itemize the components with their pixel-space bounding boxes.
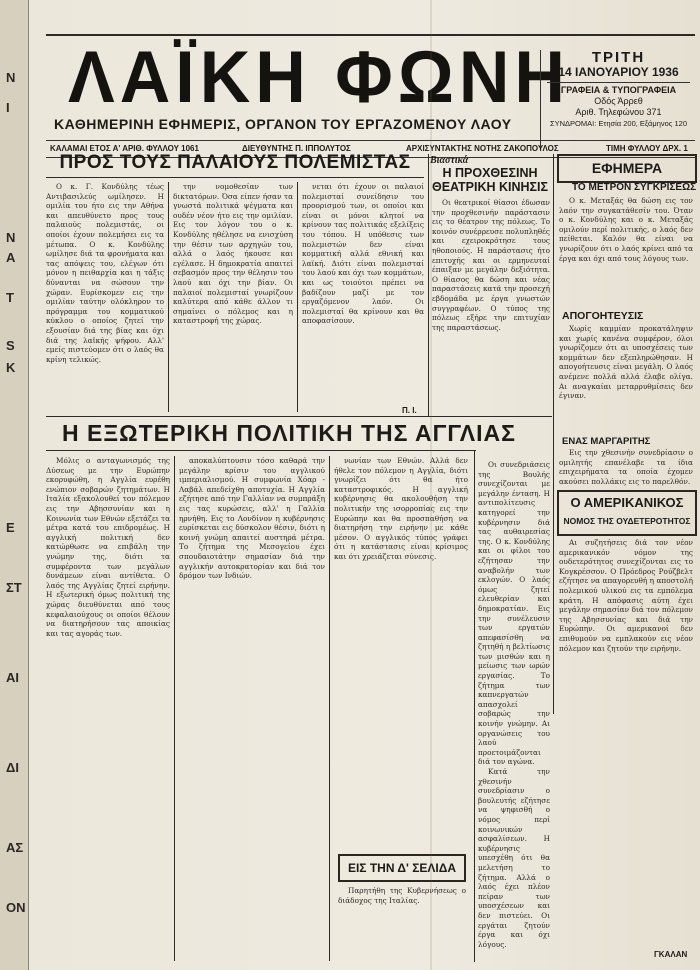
ephemera-box: ΕΦΗΜΕΡΑ — [557, 154, 697, 183]
theatre-heading — [430, 155, 550, 194]
editor-in-chief: ΑΡΧΙΣΥΝΤΑΚΤΗΣ ΝΟΤΗΣ ΖΑΚΟΠΟΥΛΟΣ — [406, 144, 559, 153]
margaritis-headline: ΕΝΑΣ ΜΑΡΓΑΡΙΤΗΣ — [562, 436, 651, 447]
strip-letter: ΟΝ — [6, 900, 26, 915]
article-veterans-col1: Ο κ. Γ. Κονδύλης τέως Αντιβασιλεύς ωμίλησεν. Η ομιλία του ήτο εις την Αθήνα και απευθύνετο προς τους παλαιούς πολεμιστάς, οι οποίοι έχουν πολεμήσει εις τα μέτωπα. Ο κ. Κονδύλης ωμίλησε διά τα φρονήματα και τας απόψεις του, ελέγων ότι μόνον η πειθαρχία και η τάξις δύνανται να σώσουν την χώραν. Ευρίσκομεν εις την ομιλίαν ταύτην ολόκληρον το πρόγραμμα του κομματικού κύκλου ο οποίος ζητεί την εξουσίαν διά της βίας και όχι διά της λαϊκής ψήφου. Αλλ' εμείς πιστεύομεν ότι ο λαός θα κρίνη τελικώς. — [46, 182, 164, 364]
office-title: ΓΡΑΦΕΙΑ & ΤΥΠΟΓΡΑΦΕΙΑ — [560, 85, 677, 95]
continued-on-page-4: ΕΙΣ ΤΗΝ Δ' ΣΕΛΙΔΑ — [338, 854, 466, 882]
theatre-text: Οι θεατρικοί θίασοι έδωσαν την προχθεσινήν παράστασιν εις το θέατρον της πόλεως. Το κοινόν συνέρρευσε πολυπληθές και εχειροκρότησε τους ηθοποιούς. Η παράστασις ήτο επιτυχής και οι ερμηνευταί έπαιξαν με μεγάλην δεξιότητα. Ο θίασος θα δώση και νέας παραστάσεις κατά την προσεχή εβδομάδα με έργα γνωστών συγγραφέων. Ο τύπος της πόλεως εξήρε την επιτυχίαν της παραστάσεως. — [432, 198, 550, 332]
strip-letter: N — [6, 70, 16, 85]
continued-text: Παρητήθη της Κυβερνήσεως ο διάδοχος της Ιταλίας. — [338, 886, 466, 905]
strip-letter: N — [6, 230, 16, 245]
article-headline-foreign-policy: Η ΕΞΩΤΕΡΙΚΗ ΠΟΛΙΤΙΚΗ ΤΗΣ ΑΓΓΛΙΑΣ — [62, 420, 516, 446]
issue-day: ΤΡΙΤΗ — [591, 49, 646, 66]
subscription-rates: ΣΥΝΔΡΟΜΑΙ: Ετησία 200, Εξάμηνος 120 — [549, 119, 688, 128]
adjacent-page-strip — [0, 0, 29, 970]
american-box-subtitle: ΝΟΜΟΣ ΤΗΣ ΟΥΔΕΤΕΡΟΤΗΤΟΣ — [563, 516, 691, 526]
disappointment-text: Χωρίς καμμίαν προκατάληψιν και χωρίς κανένα συμφέρον, όλοι γνωρίζομεν ότι αι υποσχέσεις των κομμάτων δεν εξεπληρώθησαν. Η απογοήτευσις είναι μεγάλη. Ο λαός ανέμενε πολλά αλλά έλαβε ολίγα. Αι αναγκαίαι μεταρρυθμίσεις δεν έγιναν. — [559, 324, 693, 401]
ephemera-text: Ο κ. Μεταξάς θα δώση εις τον λαόν την συγκατάθεσίν του. Όταν ο κ. Κονδύλης και ο κ. Μεταξάς ομιλούν περί πολιτικής, ο λαός δεν πείθεται. Καλόν θα είναι να γνωρίζουν ότι ο λαός κρίνει από τα έργα και όχι από τους λόγους των. — [559, 196, 693, 263]
strip-letter: ΑΣ — [6, 840, 24, 855]
strip-letter: ΑΙ — [6, 670, 19, 685]
theatre-headline: Η ΠΡΟΧΘΕΣΙΝΗ ΘΕΑΤΡΙΚΗ ΚΙΝΗΣΙΣ — [431, 166, 549, 194]
middle-right-text: Οι συνεδριάσεις της Βουλής συνεχίζονται με μεγάλην ένταση. Η αντιπολίτευσις κατηγορεί την κυβέρνησιν διά τας αυθαιρεσίας της. Ο κ. Κονδύλης και οι φίλοι του εζήτησαν την αναβολήν των εκλογών. Ο λαός όμως ζητεί ελευθερίαν και δημοκρατίαν. Εις την συνέλευσιν των εργατών απεφασίσθη να ζητηθή η βελτίωσις των μισθών και η μείωσις των ωρών εργασίας. Το ζήτημα των καπνεργατών απασχολεί σοβαρώς την κοινήν γνώμην. Αι οργανώσεις του λαού προετοιμάζονται διά τον αγώνα. Κατά την χθεσινήν συνεδρίασιν ο βουλευτής εζήτησε να ψηφισθή ο νόμος περί κοινωνικών ασφαλίσεων. Η κυβέρνησις υπεσχέθη ότι θα μελετήση το ζήτημα. Αλλά ο λαός έχει πλέον πείραν των υποσχέσεων και δεν πιστεύει. Οι εργάται ζητούν έργα και όχι λόγους. — [478, 460, 550, 949]
strip-letter: T — [6, 290, 14, 305]
american-text: Αι συζητήσεις διά τον νέον αμερικανικόν νόμον της ουδετερότητος συνεχίζονται εις το Κογκρέσσον. Ο Πρόεδρος Ρούζβελτ εζήτησε να απαγορευθή η αποστολή πολεμικού υλικού εις τα εμπόλεμα κράτη. Η απόφασις αύτη έχει μεγάλην σημασίαν διά τον πόλεμον της Αβησσυνίας και διά την Ευρώπην. Οι αμερικανοί δεν επιθυμούν να εμπλακούν εις νέον πόλεμον και ζητούν την ειρήνην. — [559, 538, 693, 653]
strip-letter: K — [6, 360, 16, 375]
newspaper-title: ΛΑΪΚΗ ΦΩΝΗ — [68, 36, 570, 118]
foreign-policy-col3: νωνίαν των Εθνών. Αλλά δεν ήθελε τον πόλεμον η Αγγλία, διότι γνωρίζει ότι θα ήτο καταστροφικός. Η αγγλική κυβέρνησις θα ακολουθήση την πολιτικήν της ισορροπίας εις την Ευρώπην και θα προσπαθήση να διατηρήση την ειρήνην με κάθε μέσον. Ο αγγλικός τύπος γράφει ότι η κατάστασις είναι κρίσιμος και ότι χρειάζεται σύνεσις. — [334, 456, 468, 561]
place-and-issue: ΚΑΛΑΜΑΙ ΕΤΟΣ Α' ΑΡΙΘ. ΦΥΛΛΟΥ 1061 — [50, 144, 199, 153]
strip-letter: ΔΙ — [6, 760, 19, 775]
director: ΔΙΕΥΘΥΝΤΗΣ Π. ΙΠΠΟΛΥΤΟΣ — [242, 144, 351, 153]
article-signature: Π. Ι. — [402, 406, 417, 415]
american-box-title: Ο ΑΜΕΡΙΚΑΝΙΚΟΣ — [570, 495, 684, 510]
date-box — [540, 50, 696, 150]
office-phone: Αριθ. Τηλεφώνου 371 — [575, 107, 662, 117]
foreign-policy-col2: αποκαλύπτουσιν τόσο καθαρά την μεγάλην κρίσιν του αγγλικού ιμπεριαλισμού. Η συμφωνία Χόαρ - Λαβάλ απεδείχθη αποτυχία. Η Αγγλία εζήτησε από την Γαλλίαν να συμπράξη εις τας κυρώσεις, αλλ' η Γαλλία ηρνήθη. Εις το Λονδίνον η κυβέρνησις ευρίσκεται εις δύσκολον θέσιν, διότι η κοινή γνώμη απαιτεί αυστηρά μέτρα. Το ζήτημα της Μεσογείου έχει σπουδαιοτάτην σημασίαν διά την αγγλικήν αυτοκρατορίαν και διά τον δρόμον των Ινδιών. — [179, 456, 325, 581]
paper-fold — [430, 0, 432, 970]
masthead — [32, 20, 697, 132]
issue-date: 14 ΙΑΝΟΥΑΡΙΟΥ 1936 — [558, 65, 679, 79]
article-veterans-col2: την νομοθεσίαν των δικτατόρων. Όσα είπεν ήσαν τα γνωστά πολιτικά ψέγματα και ουδέν νέον ήτο εις την ομιλίαν. Εις τον λόγον του ο κ. Κονδύλης ηθέλησε να ενισχύση την θέσιν των αρχηγών του, αλλά ο λαός ήκουσε και εγέλασε. Η δημοκρατία απαιτεί σεβασμόν προς την θέλησιν του λαού και όχι την βίαν. Οι παλαιοί πολεμισταί γνωρίζουν καλύτερα από κάθε άλλον τι σημαίνει ο πόλεμος και η καταστροφή της χώρας. — [173, 182, 293, 326]
foreign-policy-col1: Μόλις ο ανταγωνισμός της Δύσεως με την Ευρώπην εκορυφώθη, η Αγγλία ευρέθη ενώπιον σοβαρών ζητημάτων. Η Ιταλία εξακολουθεί τον πόλεμον εις την Αβησσυνίαν και η Κοινωνία των Εθνών εξετάζει τα μέτρα κατά του επιδρομέως. Η αγγλική πολιτική δεν κατώρθωσε να επιβάλη την γνώμην της, διότι τα συμφέροντα των μεγάλων δυνάμεων είναι αντίθετα. Ο λαός της Αγγλίας ζητεί ειρήνην. Η εξωτερική όμως πολιτική της χώρας διευθύνεται από τους κεφαλαιούχους οι οποίοι θέλουν να διατηρήσουν τας αποικίας και τας αγοράς των. — [46, 456, 170, 638]
front-page — [32, 20, 697, 968]
disappointment-headline: ΑΠΟΓΟΗΤΕΥΣΙΣ — [562, 310, 644, 322]
strip-letter: A — [6, 250, 16, 265]
office-street: Οδός Άρρεθ — [594, 96, 643, 106]
ephemera-headline: ΤΟ ΜΕΤΡΟΝ ΣΥΓΚΡΙΣΕΩΣ — [572, 182, 697, 193]
article-headline-veterans: ΠΡΟΣ ΤΟΥΣ ΠΑΛΑΙΟΥΣ ΠΟΛΕΜΙΣΤΑΣ — [59, 152, 411, 173]
strip-letter: Ε — [6, 520, 15, 535]
strip-letter: S — [6, 338, 15, 353]
margaritis-text: Εις την χθεσινήν συνεδρίασιν ο ομιλητής επανέλαβε τα ίδια επιχειρήματα τα οποία έχομεν ακούσει πολλάκις εις το παρελθόν. — [559, 448, 693, 486]
strip-letter: I — [6, 100, 10, 115]
newspaper-subtitle: ΚΑΘΗΜΕΡΙΝΗ ΕΦΗΜΕΡΙΣ, ΟΡΓΑΝΟΝ ΤΟΥ ΕΡΓΑΖΟΜΕΝΟΥ ΛΑΟΥ — [54, 116, 512, 132]
article-veterans-col3: νεται ότι έχουν οι παλαιοί πολεμισταί συνείδησιν του προορισμού των, οι οποίοι και είναι οι μόνοι κλητοί να κρίνουν τας πολιτικάς εξελίξεις του τόπου. Η υπόθεσις των πολεμιστών δεν είναι κομματική αλλά εθνική και λαϊκή. Διότι είναι πολεμισταί του λαού και όχι των κομμάτων, και ως τοιούτοι πρέπει να βαδίζουν μαζί με τον εργαζόμενον λαόν. Οι πολεμισταί θα κρίνουν και θα αποφασίσουν. — [302, 182, 424, 326]
american-signature: ΓΚΑΛΑΝ — [654, 950, 688, 959]
theatre-kicker: Βιαστικά — [430, 155, 469, 166]
american-box — [557, 490, 697, 536]
issue-price: ΤΙΜΗ ΦΥΛΛΟΥ ΔΡΧ. 1 — [606, 144, 688, 153]
strip-letter: ΣΤ — [6, 580, 22, 595]
